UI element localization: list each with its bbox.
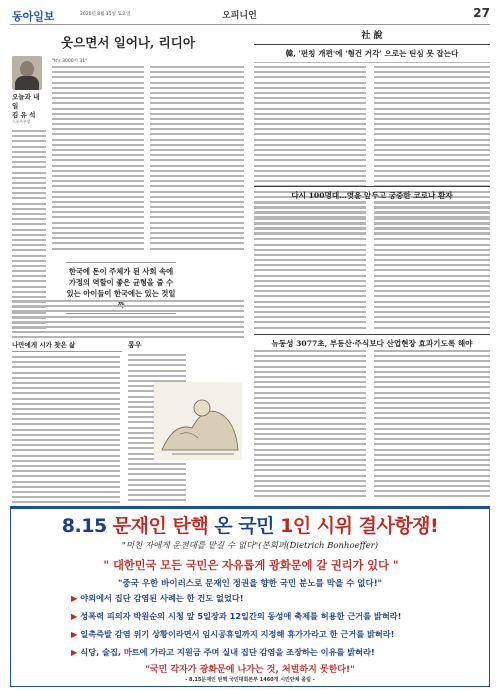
column-illustration (154, 382, 242, 460)
column-title: 웃으면서 일어나, 리디아 (61, 35, 195, 50)
author-photo (12, 56, 42, 90)
ad-item: ▶ 식당, 술집, 마트에 가라고 지원금 주며 실내 집단 감염을 조장하는 이유를 밝혀라! (71, 647, 375, 657)
article-text-col1 (52, 66, 144, 253)
editorial-3-text-b (374, 350, 490, 500)
newspaper-logo: 동아일보 (12, 10, 55, 23)
ad-headline (11, 511, 489, 538)
author-box (12, 56, 44, 125)
editorial-title-3: 뉴동성 3077초, 부동산·주식보다 산업현장 효과기도록 해야 (254, 334, 490, 349)
ad-headline-date: 8.15 (61, 515, 113, 537)
article-text-col2 (150, 66, 244, 253)
editorial-3-text-a (254, 350, 366, 500)
poem-text (12, 356, 120, 517)
advertisement-banner (10, 506, 490, 687)
column-tag: "It's 3000시 31" (52, 59, 88, 64)
editorial-2-text-b (374, 202, 490, 332)
author-title: 스포츠부장 (12, 119, 31, 124)
ad-item: ▶ 야외에서 집단 감염된 사례는 한 건도 없었다! (71, 593, 244, 603)
ad-headline-nation: 온 국민 (214, 515, 274, 537)
column-series-name: 오늘과 내일 (12, 93, 40, 110)
masthead (0, 0, 500, 28)
editorial-column (254, 30, 490, 63)
ad-item: ▶ 일촉즉발 감염 위기 상황이라면서 임시공휴일까지 지정해 휴가가라고 한 근거를 밝혀라! (71, 629, 395, 639)
poem-box (12, 340, 122, 352)
ad-headline-impeach: 문재인 탄핵 (112, 515, 215, 537)
ad-top-rule (11, 507, 489, 509)
arrow-right-icon: ▶ (71, 629, 78, 639)
poem-box-title: 나만에게 시가 찾은 삶 (12, 340, 122, 352)
arrow-right-icon: ▶ (71, 611, 78, 621)
illustrated-column (128, 340, 246, 460)
issue-date: 2020년 8월 15일 토요일 (80, 12, 131, 17)
page-number: 27 (473, 6, 490, 20)
arrow-right-icon: ▶ (71, 593, 78, 603)
editorial-title-1: 韓, '펀칭 개편'에 '형건 거각' 으로는 틴심 못 잡는다 (254, 44, 490, 63)
article-text-bottom (12, 300, 244, 342)
header-rule (10, 24, 490, 25)
pull-quote: 한국에 돈이 주체가 된 사회 속에 가정의 역할이 좋은 균형을 줄 수 있는 아이들이 한국에는 있는 것일 (66, 262, 176, 314)
illustrated-column-title: 롱우 (128, 341, 142, 349)
editorial-title-2: 다시 100명대…엿윤 앞두고 궁중한 코로나 환자 (254, 186, 490, 201)
editorial-section-head: 社 說 (361, 31, 383, 41)
opinion-column (12, 34, 244, 52)
author-name: 김 유 석 (12, 111, 36, 119)
ad-slogan: " 대한민국 모든 국민은 자유롭게 광화문에 갈 권리가 있다 " (103, 559, 399, 572)
ad-quote: "미친 자에게 운전대를 맡길 수 없다"(본회퍼(Dietrich Bonhoeffer) (121, 541, 379, 551)
ad-subslogan: "중국 우한 바이러스로 문재인 정권을 향한 국민 분노를 막을 수 없다!" (117, 579, 383, 589)
arrow-right-icon: ▶ (71, 647, 78, 657)
ad-closing: "국민 각자가 광화문에 나가는 것, 처벌하지 못한다!" (145, 665, 355, 675)
editorial-2-text-a (254, 202, 366, 332)
section-name: 오피니언 (222, 11, 257, 21)
ad-signature: - 8.15문재인 탄핵 국민대회본부 1460개 시민단체 올림 - (185, 677, 315, 683)
ad-item: ▶ 성폭력 피의자 박원순의 시청 앞 5일장과 12일간의 동성애 축제를 허용한 근거를 밝혀라! (71, 611, 402, 621)
ad-headline-protest: 1인 시위 결사항쟁! (273, 515, 439, 537)
